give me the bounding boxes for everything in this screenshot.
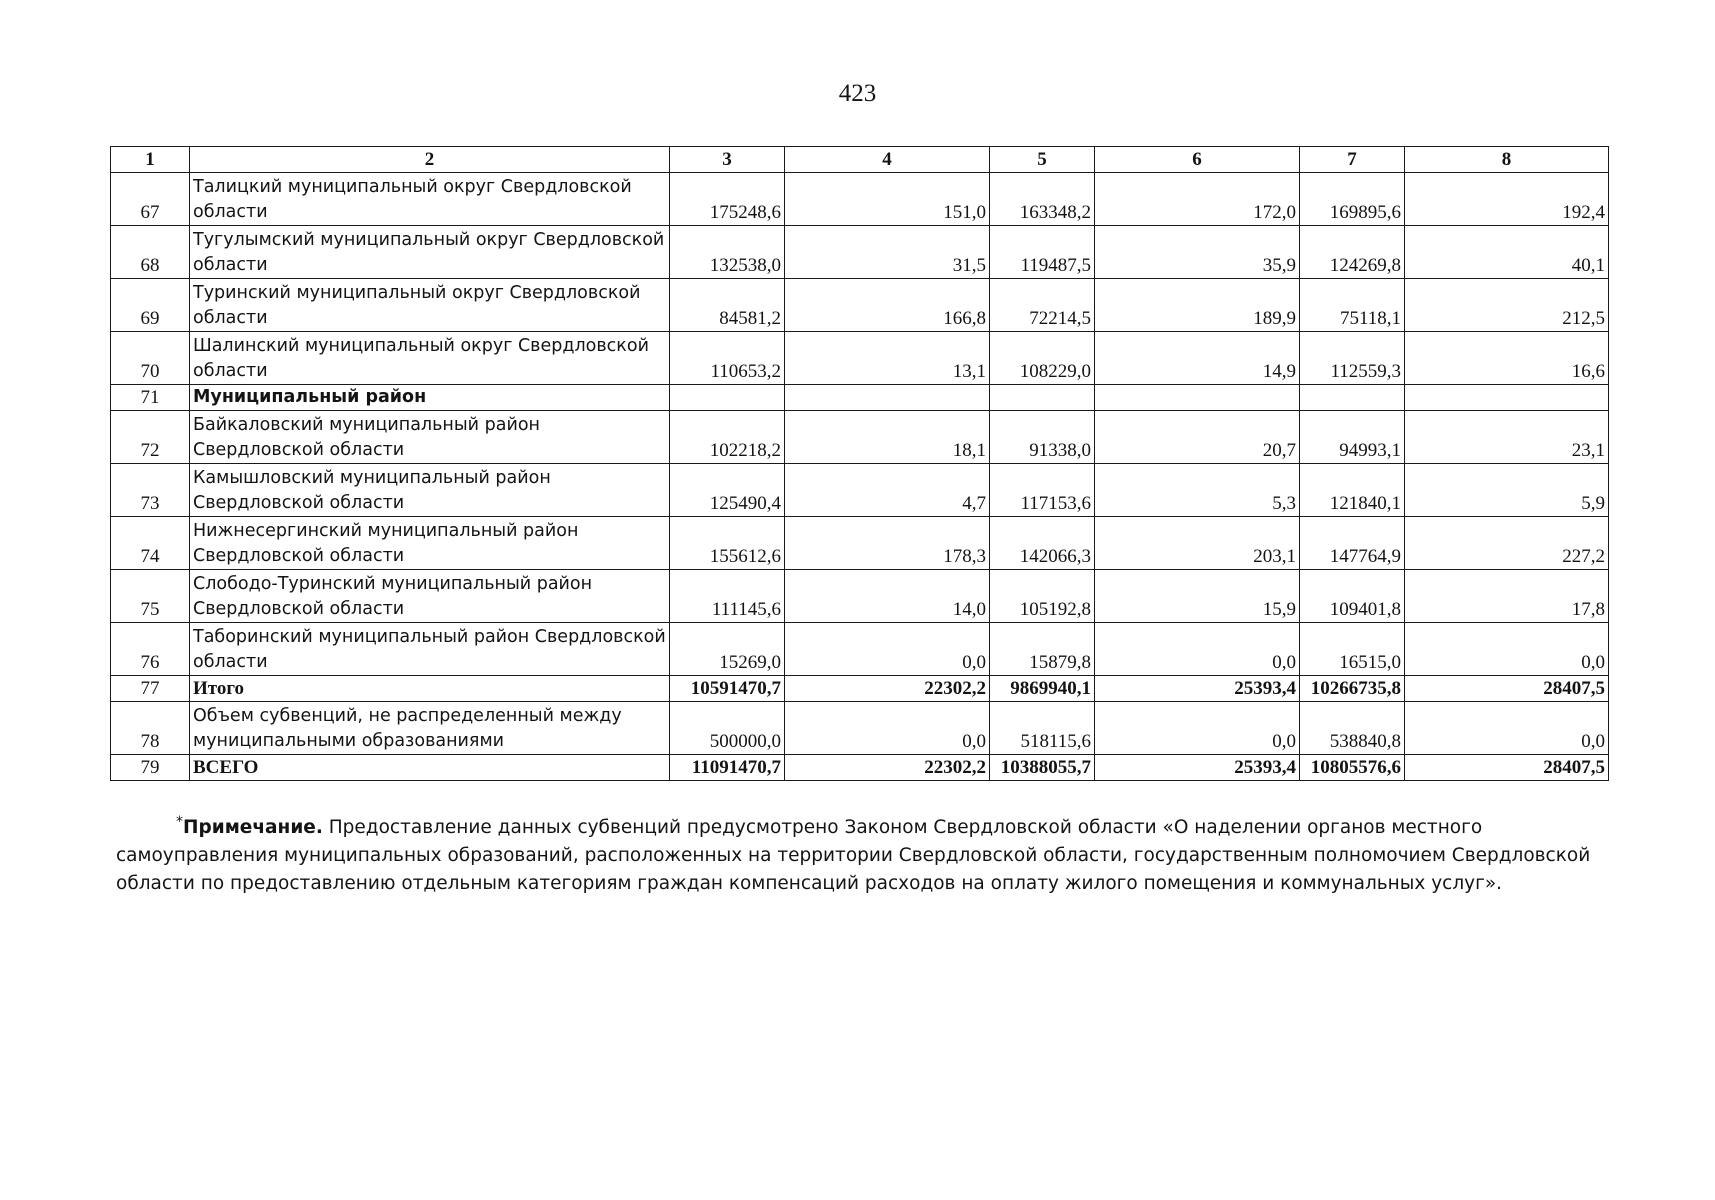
value-col-6: 0,0 [1095, 623, 1300, 676]
value-col-8: 16,6 [1405, 332, 1609, 385]
municipality-name: Талицкий муниципальный округ Свердловской области [190, 173, 670, 226]
value-col-6: 189,9 [1095, 279, 1300, 332]
value-col-3 [670, 385, 785, 411]
value-col-5: 108229,0 [990, 332, 1095, 385]
value-col-7: 94993,1 [1300, 411, 1405, 464]
footnote-heading: Примечание. [183, 817, 323, 839]
footnote-marker: * [176, 814, 183, 830]
value-col-4: 0,0 [785, 702, 990, 755]
value-col-8: 0,0 [1405, 623, 1609, 676]
value-col-6: 5,3 [1095, 464, 1300, 517]
value-col-3: 11091470,7 [670, 755, 785, 781]
value-col-6: 203,1 [1095, 517, 1300, 570]
value-col-5: 105192,8 [990, 570, 1095, 623]
value-col-6: 25393,4 [1095, 676, 1300, 702]
table-row [111, 411, 1609, 464]
value-col-4: 166,8 [785, 279, 990, 332]
value-col-5: 518115,6 [990, 702, 1095, 755]
value-col-4: 31,5 [785, 226, 990, 279]
table-row [111, 279, 1609, 332]
value-col-6: 172,0 [1095, 173, 1300, 226]
value-col-7: 10805576,6 [1300, 755, 1405, 781]
municipality-name: Байкаловский муниципальный район Свердловской области [190, 411, 670, 464]
municipality-name: Тугулымский муниципальный округ Свердловской области [190, 226, 670, 279]
value-col-6: 35,9 [1095, 226, 1300, 279]
value-col-8: 0,0 [1405, 702, 1609, 755]
section-row [111, 385, 1609, 411]
municipality-name: Объем субвенций, не распределенный между муниципальными образованиями [190, 702, 670, 755]
row-number: 68 [111, 226, 190, 279]
header-cell: 5 [990, 147, 1095, 173]
value-col-4: 18,1 [785, 411, 990, 464]
row-number: 70 [111, 332, 190, 385]
row-number: 67 [111, 173, 190, 226]
value-col-3: 84581,2 [670, 279, 785, 332]
value-col-6: 14,9 [1095, 332, 1300, 385]
value-col-4: 22302,2 [785, 676, 990, 702]
value-col-7: 124269,8 [1300, 226, 1405, 279]
value-col-3: 10591470,7 [670, 676, 785, 702]
value-col-7: 147764,9 [1300, 517, 1405, 570]
table-row [111, 226, 1609, 279]
value-col-5: 72214,5 [990, 279, 1095, 332]
header-cell: 7 [1300, 147, 1405, 173]
value-col-4: 151,0 [785, 173, 990, 226]
page-number: 423 [838, 80, 877, 107]
table-row [111, 332, 1609, 385]
value-col-5: 142066,3 [990, 517, 1095, 570]
row-number: 77 [111, 676, 190, 702]
row-number: 71 [111, 385, 190, 411]
header-cell: 2 [190, 147, 670, 173]
value-col-5: 163348,2 [990, 173, 1095, 226]
total-row [111, 755, 1609, 781]
value-col-8: 5,9 [1405, 464, 1609, 517]
value-col-7: 112559,3 [1300, 332, 1405, 385]
row-number: 79 [111, 755, 190, 781]
municipality-name: Шалинский муниципальный округ Свердловской области [190, 332, 670, 385]
value-col-5: 91338,0 [990, 411, 1095, 464]
value-col-4: 13,1 [785, 332, 990, 385]
municipality-name: Камышловский муниципальный район Свердловской области [190, 464, 670, 517]
municipality-name: Туринский муниципальный округ Свердловской области [190, 279, 670, 332]
header-cell: 1 [111, 147, 190, 173]
row-number: 72 [111, 411, 190, 464]
value-col-8: 28407,5 [1405, 755, 1609, 781]
section-title: Муниципальный район [190, 385, 670, 411]
value-col-3: 500000,0 [670, 702, 785, 755]
value-col-8: 23,1 [1405, 411, 1609, 464]
value-col-5 [990, 385, 1095, 411]
value-col-4: 4,7 [785, 464, 990, 517]
header-cell: 6 [1095, 147, 1300, 173]
header-row [111, 147, 1609, 173]
footnote [116, 808, 1596, 898]
municipality-name: Слободо-Туринский муниципальный район Свердловской области [190, 570, 670, 623]
value-col-4: 178,3 [785, 517, 990, 570]
row-number: 75 [111, 570, 190, 623]
value-col-5: 10388055,7 [990, 755, 1095, 781]
row-number: 76 [111, 623, 190, 676]
value-col-7: 538840,8 [1300, 702, 1405, 755]
value-col-8: 227,2 [1405, 517, 1609, 570]
footnote-text: Предоставление данных субвенций предусмотрено Законом Свердловской области «О наделении органов местного самоуправления муниципальных образований, расположенных на территории Свердловской области, государственным полномочием Свердловской области по предоставлению отдельным категориям граждан компенсаций расходов на оплату жилого помещения и коммунальных услуг». [116, 817, 1591, 895]
header-cell: 4 [785, 147, 990, 173]
value-col-5: 15879,8 [990, 623, 1095, 676]
table-row [111, 570, 1609, 623]
value-col-7: 169895,6 [1300, 173, 1405, 226]
subtotal-row [111, 676, 1609, 702]
value-col-7: 16515,0 [1300, 623, 1405, 676]
municipality-name: Таборинский муниципальный район Свердловской области [190, 623, 670, 676]
row-number: 69 [111, 279, 190, 332]
municipality-name: Нижнесергинский муниципальный район Свердловской области [190, 517, 670, 570]
value-col-3: 155612,6 [670, 517, 785, 570]
value-col-8: 40,1 [1405, 226, 1609, 279]
value-col-5: 9869940,1 [990, 676, 1095, 702]
value-col-6: 0,0 [1095, 702, 1300, 755]
header-cell: 8 [1405, 147, 1609, 173]
value-col-3: 125490,4 [670, 464, 785, 517]
value-col-3: 175248,6 [670, 173, 785, 226]
value-col-5: 117153,6 [990, 464, 1095, 517]
value-col-3: 15269,0 [670, 623, 785, 676]
value-col-4: 0,0 [785, 623, 990, 676]
value-col-7: 121840,1 [1300, 464, 1405, 517]
value-col-4 [785, 385, 990, 411]
value-col-3: 132538,0 [670, 226, 785, 279]
value-col-8: 28407,5 [1405, 676, 1609, 702]
row-number: 73 [111, 464, 190, 517]
value-col-3: 110653,2 [670, 332, 785, 385]
value-col-7: 10266735,8 [1300, 676, 1405, 702]
value-col-3: 111145,6 [670, 570, 785, 623]
value-col-8: 212,5 [1405, 279, 1609, 332]
value-col-3: 102218,2 [670, 411, 785, 464]
row-number: 78 [111, 702, 190, 755]
value-col-7: 109401,8 [1300, 570, 1405, 623]
value-col-6: 25393,4 [1095, 755, 1300, 781]
table-row [111, 702, 1609, 755]
table-row [111, 464, 1609, 517]
value-col-6: 15,9 [1095, 570, 1300, 623]
row-number: 74 [111, 517, 190, 570]
value-col-6: 20,7 [1095, 411, 1300, 464]
total-label: ВСЕГО [190, 755, 670, 781]
value-col-4: 14,0 [785, 570, 990, 623]
value-col-4: 22302,2 [785, 755, 990, 781]
value-col-7 [1300, 385, 1405, 411]
table-row [111, 623, 1609, 676]
value-col-8 [1405, 385, 1609, 411]
table-row [111, 517, 1609, 570]
subtotal-label: Итого [190, 676, 670, 702]
value-col-8: 192,4 [1405, 173, 1609, 226]
table-row [111, 173, 1609, 226]
value-col-6 [1095, 385, 1300, 411]
subvention-table [110, 146, 1609, 781]
header-cell: 3 [670, 147, 785, 173]
value-col-5: 119487,5 [990, 226, 1095, 279]
value-col-8: 17,8 [1405, 570, 1609, 623]
value-col-7: 75118,1 [1300, 279, 1405, 332]
